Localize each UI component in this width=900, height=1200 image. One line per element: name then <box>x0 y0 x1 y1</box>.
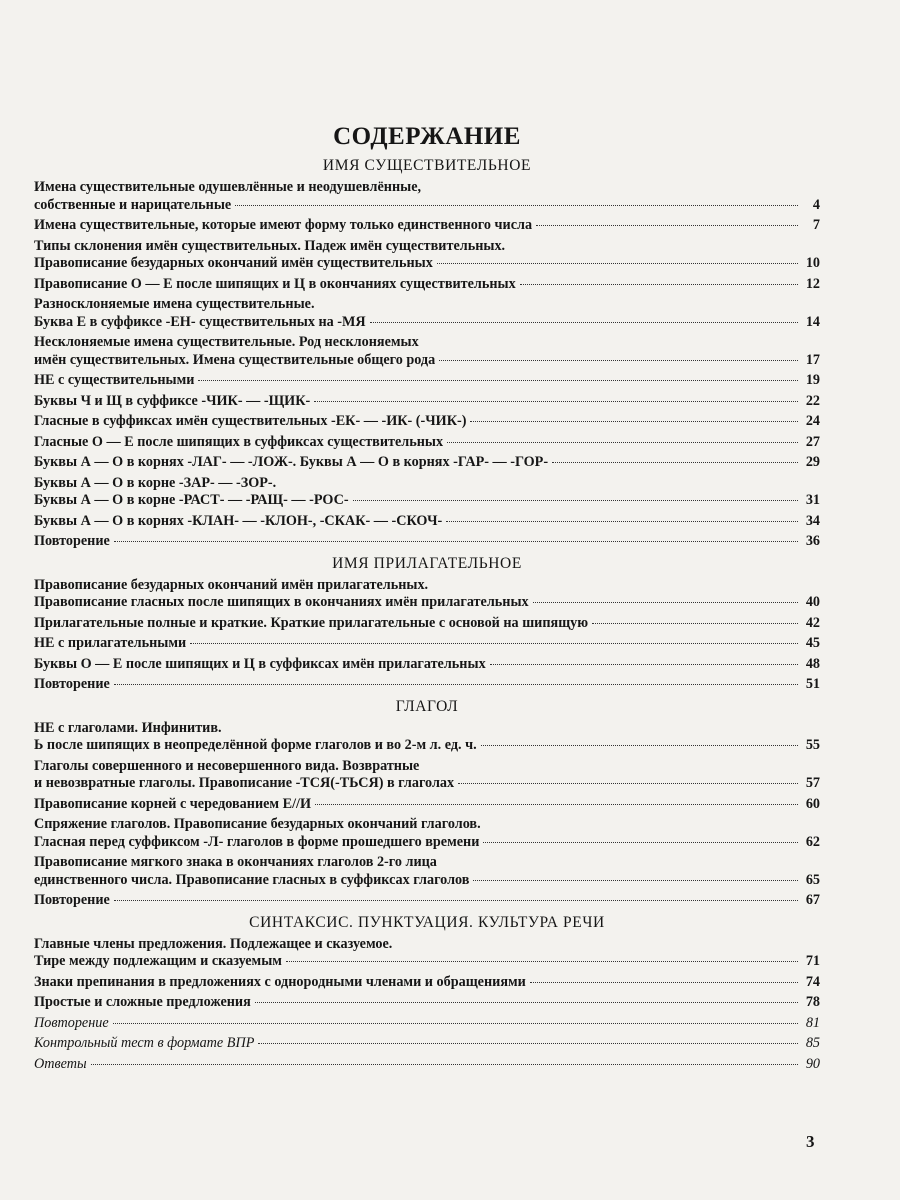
toc-entry <box>34 676 820 694</box>
toc-entry <box>34 475 820 510</box>
entry-row <box>34 1035 820 1053</box>
section-heading: СИНТАКСИС. ПУНКТУАЦИЯ. КУЛЬТУРА РЕЧИ <box>249 913 605 931</box>
entry-row <box>34 872 820 890</box>
entry-title: НЕ с существительными <box>34 372 195 388</box>
entry-line: Типы склонения имён существительных. Падеж имён существительных. <box>34 237 506 254</box>
dot-leader <box>198 380 798 381</box>
toc-page <box>34 122 820 1076</box>
toc-entry <box>34 577 820 612</box>
entry-title: Повторение <box>34 1014 109 1031</box>
entry-title: Правописание корней с чередованием Е//И <box>34 795 312 812</box>
entry-row <box>34 1015 820 1033</box>
toc-entry <box>34 1035 820 1053</box>
entry-line: Имена существительные одушевлённые и неодушевлённые, <box>34 179 422 195</box>
entry-row <box>34 197 820 215</box>
page-title: СОДЕРЖАНИЕ <box>333 123 521 150</box>
entry-title: Повторение <box>34 892 110 908</box>
entry-line: Правописание мягкого знака в окончаниях глаголов 2-го лица <box>34 854 437 870</box>
entry-page: 81 <box>805 1014 820 1031</box>
toc-entry <box>34 533 820 551</box>
entry-row <box>34 635 820 653</box>
entry-title: Гласная перед суффиксом -Л- глаголов в форме прошедшего времени <box>34 833 480 850</box>
entry-page: 42 <box>805 614 820 631</box>
entry-page: 24 <box>805 413 820 429</box>
dot-leader <box>458 783 798 784</box>
entry-row <box>34 314 820 332</box>
dot-leader <box>490 664 798 665</box>
toc-entry <box>34 276 820 294</box>
toc-entry <box>34 1056 820 1074</box>
entry-title: Правописание гласных после шипящих в окончаниях имён прилагательных <box>34 594 529 610</box>
dot-leader <box>533 602 798 603</box>
entry-page: 4 <box>812 196 820 213</box>
entry-line: Несклоняемые имена существительные. Род несклоняемых <box>34 334 419 350</box>
dot-leader <box>437 263 798 264</box>
dot-leader <box>114 900 798 901</box>
entry-title: Знаки препинания в предложениях с однородными членами и обращениями <box>34 973 526 990</box>
entry-row <box>34 892 820 910</box>
entry-row <box>34 994 820 1012</box>
dot-leader <box>255 1002 798 1003</box>
entry-row <box>34 217 820 235</box>
toc-entry <box>34 974 820 992</box>
dot-leader <box>114 541 798 542</box>
entry-title: Простые и сложные предложения <box>34 994 251 1010</box>
toc-entry <box>34 994 820 1012</box>
entry-page: 10 <box>805 255 820 271</box>
entry-page: 55 <box>805 737 820 753</box>
dot-leader <box>314 401 798 402</box>
entry-line: Спряжение глаголов. Правописание безударных окончаний глаголов. <box>34 816 481 832</box>
entry-title: Повторение <box>34 676 110 692</box>
toc-entry <box>34 936 820 971</box>
toc-entry <box>34 758 820 793</box>
entry-title: Правописание О — Е после шипящих и Ц в окончаниях существительных <box>34 275 516 292</box>
entry-line: Главные члены предложения. Подлежащее и сказуемое. <box>34 935 393 952</box>
dot-leader <box>286 961 798 962</box>
entry-title: Буквы О — Е после шипящих и Ц в суффиксах имён прилагательных <box>34 655 486 672</box>
entry-row <box>34 276 820 294</box>
dot-leader <box>258 1043 798 1044</box>
entry-row <box>34 255 820 273</box>
entry-page: 12 <box>805 275 820 292</box>
entry-title: Буква Е в суффиксе -ЕН- существительных на -МЯ <box>34 313 366 330</box>
entry-row <box>34 775 820 793</box>
toc-entry <box>34 334 820 369</box>
entry-row <box>34 393 820 411</box>
entry-page: 74 <box>805 973 820 990</box>
entry-page: 31 <box>805 492 820 508</box>
entry-title: Контрольный тест в формате ВПР <box>34 1035 255 1051</box>
toc-entry <box>34 413 820 431</box>
entry-page: 34 <box>805 512 820 529</box>
dot-leader <box>447 442 798 443</box>
section-heading: ИМЯ ПРИЛАГАТЕЛЬНОЕ <box>332 554 522 572</box>
dot-leader <box>481 745 798 746</box>
entry-page: 17 <box>805 351 820 368</box>
entry-page: 29 <box>805 454 820 470</box>
dot-leader <box>520 284 798 285</box>
entry-page: 40 <box>805 594 820 610</box>
entry-row <box>34 434 820 452</box>
dot-leader <box>483 842 798 843</box>
toc-entry <box>34 513 820 531</box>
toc-entry <box>34 892 820 910</box>
entry-row <box>34 533 820 551</box>
toc-entry <box>34 434 820 452</box>
toc-entry <box>34 296 820 331</box>
dot-leader <box>473 880 798 881</box>
entry-row <box>34 454 820 472</box>
entry-page: 19 <box>805 372 820 388</box>
entry-page: 36 <box>805 533 820 549</box>
page-number: 3 <box>806 1132 815 1151</box>
entry-page: 71 <box>805 953 820 969</box>
entry-title: Ответы <box>34 1055 87 1072</box>
entry-title: Буквы А — О в корнях -КЛАН- — -КЛОН-, -СКАК- — -СКОЧ- <box>34 512 443 529</box>
dot-leader <box>91 1064 798 1065</box>
entry-row <box>34 372 820 390</box>
dot-leader <box>446 521 798 522</box>
entry-title: Буквы А — О в корне -РАСТ- — -РАЩ- — -РОС- <box>34 492 349 508</box>
dot-leader <box>190 643 798 644</box>
entry-page: 7 <box>812 217 820 233</box>
entry-row <box>34 594 820 612</box>
entry-row <box>34 492 820 510</box>
entry-page: 45 <box>805 635 820 651</box>
entry-row <box>34 834 820 852</box>
entry-row <box>34 352 820 370</box>
entry-page: 65 <box>805 871 820 888</box>
dot-leader <box>536 225 798 226</box>
entry-title: НЕ с прилагательными <box>34 635 187 651</box>
entry-title: единственного числа. Правописание гласных в суффиксах глаголов <box>34 871 470 888</box>
entry-title: Буквы Ч и Щ в суффиксе -ЧИК- — -ЩИК- <box>34 392 311 409</box>
entry-row <box>34 656 820 674</box>
entry-page: 14 <box>805 313 820 330</box>
entry-row <box>34 615 820 633</box>
dot-leader <box>470 421 798 422</box>
dot-leader <box>114 684 798 685</box>
entry-page: 48 <box>805 655 820 672</box>
entry-title: Тире между подлежащим и сказуемым <box>34 953 282 969</box>
entry-title: Повторение <box>34 533 110 549</box>
toc-entry <box>34 393 820 411</box>
entry-line: НЕ с глаголами. Инфинитив. <box>34 719 222 736</box>
entry-title: и невозвратные глаголы. Правописание -ТСЯ(-ТЬСЯ) в глаголах <box>34 775 455 791</box>
entry-page: 22 <box>805 392 820 409</box>
dot-leader <box>592 623 798 624</box>
toc-entry <box>34 796 820 814</box>
toc-entry <box>34 217 820 235</box>
toc-entry <box>34 615 820 633</box>
dot-leader <box>353 500 798 501</box>
entry-title: Ь после шипящих в неопределённой форме глаголов и во 2-м л. ед. ч. <box>34 737 477 753</box>
toc-list <box>34 156 820 1073</box>
entry-title: собственные и нарицательные <box>34 196 232 213</box>
toc-entry <box>34 1015 820 1033</box>
entry-page: 90 <box>805 1055 820 1072</box>
entry-title: Буквы А — О в корнях -ЛАГ- — -ЛОЖ-. Буквы А — О в корнях -ГАР- — -ГОР- <box>34 454 549 470</box>
toc-entry <box>34 720 820 755</box>
entry-title: Прилагательные полные и краткие. Краткие прилагательные с основой на шипящую <box>34 614 589 631</box>
entry-title: Правописание безударных окончаний имён существительных <box>34 255 433 271</box>
entry-page: 85 <box>805 1035 820 1051</box>
toc-entry <box>34 854 820 889</box>
entry-page: 51 <box>805 676 820 692</box>
dot-leader <box>315 804 798 805</box>
entry-page: 57 <box>805 775 820 791</box>
dot-leader <box>235 205 798 206</box>
toc-entry <box>34 372 820 390</box>
entry-row <box>34 953 820 971</box>
entry-page: 60 <box>805 795 820 812</box>
toc-entry <box>34 179 820 214</box>
dot-leader <box>113 1023 798 1024</box>
dot-leader <box>530 982 798 983</box>
toc-entry <box>34 454 820 472</box>
entry-row <box>34 1056 820 1074</box>
toc-entry <box>34 656 820 674</box>
section-heading: ГЛАГОЛ <box>395 697 459 715</box>
toc-entry <box>34 635 820 653</box>
entry-title: имён существительных. Имена существительные общего рода <box>34 351 436 368</box>
entry-title: Гласные О — Е после шипящих в суффиксах существительных <box>34 433 444 450</box>
dot-leader <box>439 360 798 361</box>
entry-row <box>34 413 820 431</box>
dot-leader <box>370 322 798 323</box>
toc-entry <box>34 816 820 851</box>
section-heading: ИМЯ СУЩЕСТВИТЕЛЬНОЕ <box>322 157 532 174</box>
entry-row <box>34 737 820 755</box>
entry-row <box>34 676 820 694</box>
entry-line: Глаголы совершенного и несовершенного вида. Возвратные <box>34 757 420 774</box>
toc-entry <box>34 238 820 273</box>
entry-page: 78 <box>805 994 820 1010</box>
entry-title: Гласные в суффиксах имён существительных -ЕК- — -ИК- (-ЧИК-) <box>34 413 467 429</box>
entry-row <box>34 513 820 531</box>
entry-page: 67 <box>805 892 820 908</box>
entry-line: Правописание безударных окончаний имён прилагательных. <box>34 576 429 593</box>
entry-row <box>34 974 820 992</box>
entry-page: 62 <box>805 833 820 850</box>
dot-leader <box>552 462 798 463</box>
entry-page: 27 <box>805 433 820 450</box>
entry-line: Разносклоняемые имена существительные. <box>34 296 315 312</box>
entry-line: Буквы А — О в корне -ЗАР- — -ЗОР-. <box>34 474 277 491</box>
entry-title: Имена существительные, которые имеют форму только единственного числа <box>34 217 533 233</box>
entry-row <box>34 796 820 814</box>
